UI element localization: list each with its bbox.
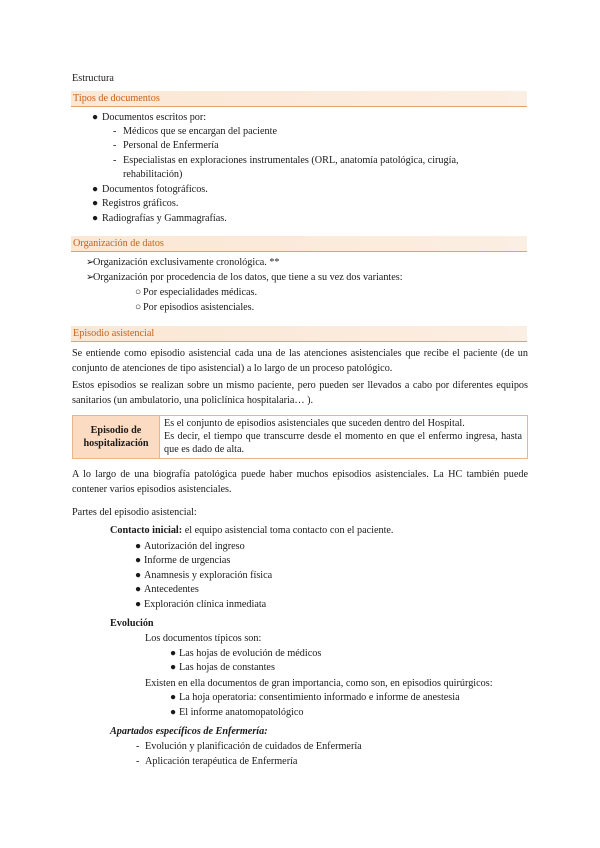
definition-term: Episodio de hospitalización xyxy=(73,416,160,458)
list-item: - Evolución y planificación de cuidados de Enfermería xyxy=(136,741,362,752)
heading-episodio: Episodio asistencial xyxy=(73,328,155,339)
section-title: Estructura xyxy=(72,73,114,84)
definition-box xyxy=(72,415,528,459)
list-item: ➢Organización exclusivamente cronológica. ** xyxy=(86,257,280,268)
list-item: ● Documentos fotográficos. xyxy=(92,184,208,195)
bullet-icon: ● xyxy=(170,707,177,718)
list-item: ● Las hojas de evolución de médicos xyxy=(170,648,322,659)
list-item-continuation: rehabilitación) xyxy=(123,169,183,180)
heading-tipos-bar xyxy=(71,91,527,107)
list-item: ● Radiografías y Gammagrafías. xyxy=(92,213,227,224)
list-item: ○ Por episodios asistenciales. xyxy=(135,302,255,313)
bullet-icon: ● xyxy=(170,648,177,659)
heading-episodio-bar xyxy=(71,326,527,342)
partes-title: Partes del episodio asistencial: xyxy=(72,507,197,518)
list-item: ● Anamnesis y exploración física xyxy=(135,570,273,581)
dash-icon: - xyxy=(113,155,117,166)
list-item: ● Autorización del ingreso xyxy=(135,541,245,552)
paragraph: Se entiende como episodio asistencial cada una de las atenciones asistenciales que recibe el paciente (de un conjunto de atenciones de tipo asistencial) a lo largo de un proceso patológico. xyxy=(72,348,528,374)
list-item: - Médicos que se encargan del paciente xyxy=(113,126,277,137)
bullet-icon: ● xyxy=(135,570,142,581)
paragraph: Estos episodios se realizan sobre un mismo paciente, pero pueden ser llevados a cabo por diferentes equipos sanitarios (un ambulatorio, una policlínica hospitalaria… ). xyxy=(72,380,528,406)
list-item: ● Las hojas de constantes xyxy=(170,662,275,673)
paragraph: A lo largo de una biografía patológica puede haber muchos episodios asistenciales. La HC también puede contener varios episodios asistenciales. xyxy=(72,469,528,495)
bullet-icon: ● xyxy=(170,662,177,673)
definition-text: Es el conjunto de episodios asistenciales que suceden dentro del Hospital. Es decir, el tiempo que transcurre desde el momento en que el enfermo ingresa, hasta que es dado de alta. xyxy=(164,418,522,455)
dash-icon: - xyxy=(113,126,117,137)
heading-organizacion: Organización de datos xyxy=(73,238,164,249)
list-item: - Aplicación terapéutica de Enfermería xyxy=(136,756,298,767)
list-item: ● Antecedentes xyxy=(135,584,199,595)
bullet-icon: ● xyxy=(92,112,99,123)
list-item: ● Exploración clínica inmediata xyxy=(135,599,267,610)
list-item: ● El informe anatomopatológico xyxy=(170,707,304,718)
bullet-icon: ● xyxy=(170,692,177,703)
arrow-icon: ➢ xyxy=(86,272,95,283)
bullet-icon: ● xyxy=(92,198,99,209)
bullet-icon: ● xyxy=(135,584,142,595)
heading-tipos: Tipos de documentos xyxy=(73,93,160,104)
dash-icon: - xyxy=(136,741,140,752)
contacto-inicial: Contacto inicial: el equipo asistencial toma contacto con el paciente. xyxy=(110,525,394,536)
circle-icon: ○ xyxy=(135,302,142,313)
evolucion-label: Evolución xyxy=(110,618,154,629)
list-item: ➢Organización por procedencia de los datos, que tiene a su vez dos variantes: xyxy=(86,272,403,283)
enfermeria-label: Apartados específicos de Enfermería: xyxy=(110,726,268,737)
heading-organizacion-bar xyxy=(71,236,527,252)
list-item: ● Registros gráficos. xyxy=(92,198,179,209)
bullet-icon: ● xyxy=(135,541,142,552)
arrow-icon: ➢ xyxy=(86,257,95,268)
list-item: - Especialistas en exploraciones instrumentales (ORL, anatomía patológica, cirugía, xyxy=(113,155,459,166)
evolucion-intro-2: Existen en ella documentos de gran importancia, como son, en episodios quirúrgicos: xyxy=(145,678,493,689)
dash-icon: - xyxy=(136,756,140,767)
list-item: ● Documentos escritos por: xyxy=(92,112,207,123)
evolucion-intro: Los documentos típicos son: xyxy=(145,633,262,644)
bullet-icon: ● xyxy=(92,213,99,224)
list-item: ● La hoja operatoria: consentimiento informado e informe de anestesia xyxy=(170,692,460,703)
dash-icon: - xyxy=(113,140,117,151)
bullet-icon: ● xyxy=(92,184,99,195)
circle-icon: ○ xyxy=(135,287,142,298)
bullet-icon: ● xyxy=(135,599,142,610)
bullet-icon: ● xyxy=(135,555,142,566)
list-item: - Personal de Enfermería xyxy=(113,140,219,151)
list-item: ● Informe de urgencias xyxy=(135,555,231,566)
list-item: ○ Por especialidades médicas. xyxy=(135,287,258,298)
